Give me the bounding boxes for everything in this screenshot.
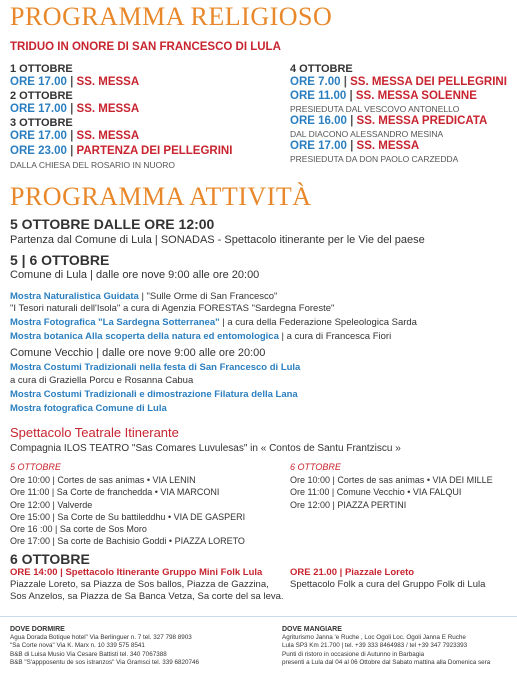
teatro-row: Ore 16 :00 | Sa corte de Sos Moro (10, 524, 147, 535)
mostra-fotografica-lula: Mostra fotografica Comune di Lula (10, 403, 167, 414)
day6-left-line: Piazzale Loreto, sa Piazza de Sos ballos, Piazza de Gazzina, (10, 579, 269, 590)
schedule-note: DAL DIACONO ALESSANDRO MESINA (290, 129, 444, 139)
day6-left-event: ORE 14:00 | Spettacolo Itinerante Gruppo Mini Folk Lula (10, 567, 263, 578)
teatro-row: Ore 17:00 | Sa corte de Bachisio Goddi • PIAZZA LORETO (10, 536, 245, 547)
teatro-date-left: 5 OTTOBRE (10, 462, 61, 472)
mostra-costumi: Mostra Costumi Tradizionali nella festa di San Francesco di Lula (10, 362, 301, 373)
schedule-row: ORE 16.00 | SS. MESSA PREDICATA (290, 115, 488, 127)
date-4-ottobre: 4 OTTOBRE (290, 63, 353, 75)
teatro-company: Compagnia ILOS TEATRO "Sas Comares Luvulesas" in « Contos de Santu Frantziscu » (10, 443, 401, 454)
triduo-heading: TRIDUO IN ONORE DI SAN FRANCESCO DI LULA (10, 41, 281, 53)
day56-title: 5 | 6 OTTOBRE (10, 252, 110, 268)
teatro-right-list (290, 474, 493, 511)
teatro-row: Ore 10:00 | Cortes de sas animas • VIA DEI MILLE (290, 475, 493, 485)
day6-right-text: Spettacolo Folk a cura del Gruppo Folk di Lula (290, 579, 486, 590)
date-1-ottobre: 1 OTTOBRE (10, 63, 73, 75)
schedule-row: ORE 7.00 | SS. MESSA DEI PELLEGRINI (290, 76, 507, 88)
day5-text: Partenza dal Comune di Lula | SONADAS - Spettacolo itinerante per le Vie del paese (10, 234, 425, 246)
mangiare-title: DOVE MANGIARE (282, 626, 342, 633)
schedule-row: ORE 17.00 | SS. MESSA (10, 130, 140, 142)
mangiare-item: presenti a Lula dal 04 al 06 Ottobre dal Sabato mattina alla Domenica sera (282, 659, 491, 667)
day6-title: 6 OTTOBRE (10, 551, 90, 567)
schedule-row: ORE 17.00 | SS. MESSA (10, 103, 140, 115)
dormire-item: "Sa Corte nova" Via K. Marx n. 10 339 575 8541 (10, 642, 145, 650)
comune-vecchio-hours: Comune Vecchio | dalle ore nove 9:00 alle ore 20:00 (10, 347, 266, 359)
mostra-naturalistica: Mostra Naturalistica Guidata | "Sulle Orme di San Francesco" (10, 291, 278, 302)
teatro-date-right: 6 OTTOBRE (290, 462, 341, 472)
mangiare-item: Lula SP3 Km 21.700 | tel. +39 333 8464983 / tel +39 347 7923393 (282, 642, 468, 650)
schedule-row: ORE 11.00 | SS. MESSA SOLENNE (290, 90, 477, 102)
attivita-title: PROGRAMMA ATTIVITÀ (10, 182, 312, 211)
day6-left-line: Sos Anzelos, sa Piazza de Sa Banca Vetza, Sa corte del sa leva. (10, 591, 284, 602)
mostra-costumi-curators: a cura di Graziella Porcu e Rosanna Cabua (10, 375, 194, 386)
schedule-row: ORE 23.00 | PARTENZA DEI PELLEGRINI (10, 145, 233, 157)
dormire-item: B&B "S'appposentu de sos istranzos" Via Gramsci tel. 339 6820746 (10, 659, 199, 667)
schedule-note: PRESIEDUTA DAL VESCOVO ANTONELLO (290, 104, 460, 114)
mangiare-item: Agriturismo Janna 'e Ruche , Loc Ogoli Loc. Ogoli Janna E Ruche (282, 634, 466, 641)
mostra-naturalistica-desc: "I Tesori naturali dell'Isola" a cura di Agenzia FORESTAS "Sardegna Foreste" (10, 303, 335, 314)
religioso-title: PROGRAMMA RELIGIOSO (10, 2, 333, 31)
schedule-row: ORE 17.00 | SS. MESSA (10, 76, 140, 88)
comune-lula-hours: Comune di Lula | dalle ore nove 9:00 alle ore 20:00 (10, 269, 260, 281)
teatro-left-list (10, 474, 245, 548)
mangiare-list (282, 634, 490, 668)
mangiare-item: Punti di ristoro in occasione di Autunno in Barbagia (282, 650, 425, 658)
mostra-fotografica-sardegna: Mostra Fotografica "La Sardegna Sotterranea" | a cura della Federazione Speleologica Sarda (10, 317, 417, 328)
teatro-title: Spettacolo Teatrale Itinerante (10, 425, 179, 440)
dormire-item: B&B di Luisa Musio Via Cesare Battisti tel. 340 7067388 (10, 650, 167, 658)
footer-divider (0, 616, 517, 617)
teatro-row: Ore 12:00 | Valverde (10, 499, 93, 510)
teatro-row: Ore 10:00 | Cortes de sas animas • VIA LENIN (10, 475, 196, 485)
teatro-row: Ore 11:00 | Comune Vecchio • VIA FALQUI (290, 487, 462, 498)
dormire-title: DOVE DORMIRE (10, 626, 65, 633)
teatro-row: Ore 11:00 | Sa Corte de franchedda • VIA MARCONI (10, 487, 220, 498)
date-2-ottobre: 2 OTTOBRE (10, 90, 73, 102)
schedule-note: PRESIEDUTA DA DON PAOLO CARZEDDA (290, 154, 459, 164)
day6-left-text (10, 579, 284, 603)
teatro-row: Ore 15:00 | Sa Corte de Su battileddhu • VIA DE GASPERI (10, 511, 246, 522)
dormire-item: Agua Dorada Botique hotel" Via Berlinguer n. 7 tel. 327 798 8903 (10, 634, 192, 641)
dormire-list (10, 634, 199, 668)
schedule-note: DALLA CHIESA DEL ROSARIO IN NUORO (10, 160, 176, 170)
day6-right-event: ORE 21.00 | Piazzale Loreto (290, 567, 415, 578)
date-3-ottobre: 3 OTTOBRE (10, 117, 73, 129)
day5-title: 5 OTTOBRE DALLE ORE 12:00 (10, 216, 215, 232)
mostra-filatura: Mostra Costumi Tradizionali e dimostrazione Filatura della Lana (10, 389, 298, 400)
schedule-row: ORE 17.00 | SS. MESSA (290, 140, 420, 152)
teatro-row: Ore 12:00 | PIAZZA PERTINI (290, 499, 407, 510)
mostra-botanica: Mostra botanica Alla scoperta della natura ed entomologica | a cura di Francesca Fiori (10, 331, 392, 342)
